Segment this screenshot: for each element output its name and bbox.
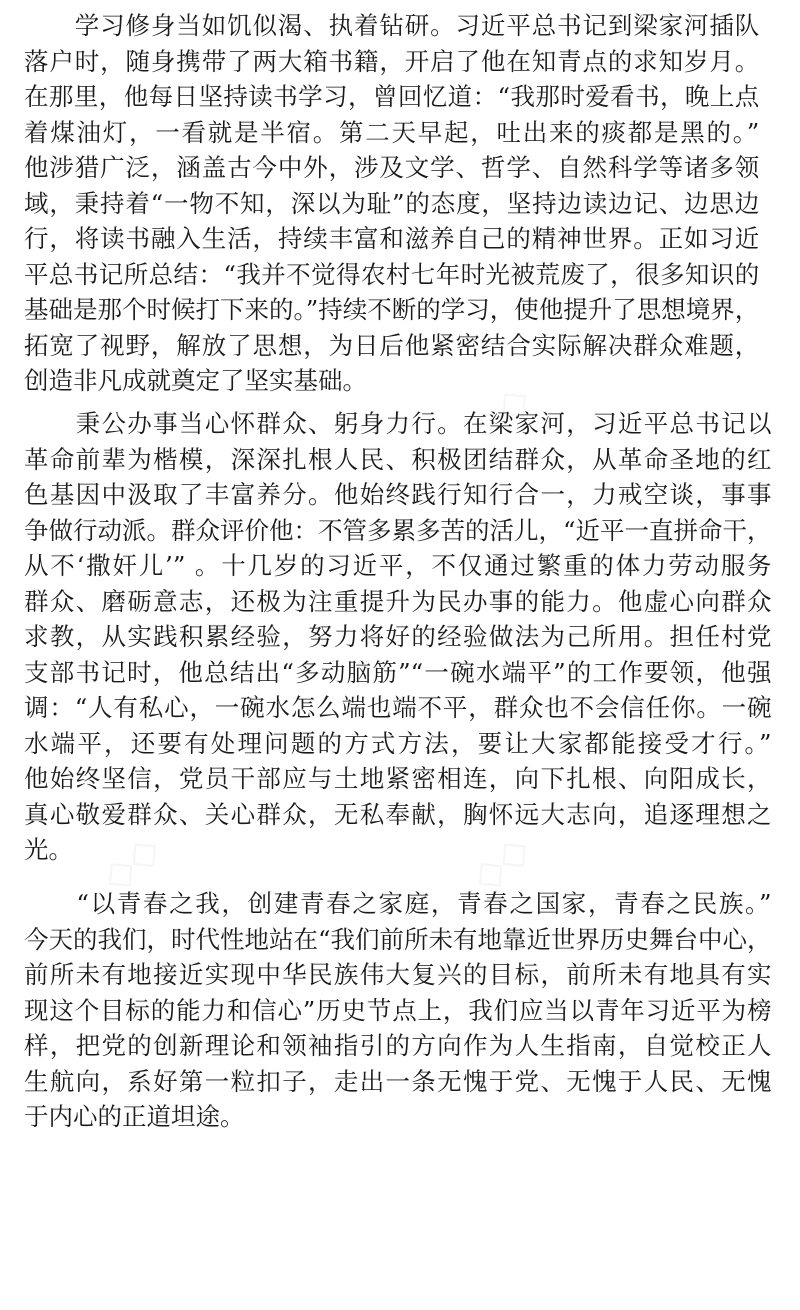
text-line: 水端平，还要有处理问题的方式方法，要让大家都能接受才行。”: [24, 728, 772, 758]
text-line: 行，将读书融入生活，持续丰富和滋养自己的精神世界。正如习近: [24, 224, 760, 253]
text-line: 现这个目标的能力和信心”历史节点上，我们应当以青年习近平为榜: [24, 995, 772, 1025]
text-line: 求教，从实践积累经验，努力将好的经验做法为己所用。担任村党: [24, 622, 772, 651]
text-line: 今天的我们，时代性地站在“我们前所未有地靠近世界历史舞台中心，: [24, 924, 772, 954]
text-line: 着煤油灯，一看就是半宿。第二天早起，吐出来的痰都是黑的。”: [24, 117, 760, 147]
text-line: 在那里，他每日坚持读书学习，曾回忆道：“我那时爱看书，晚上点: [24, 82, 760, 111]
text-line: 从不‘撒奸儿’” 。十几岁的习近平，不仅通过繁重的体力劳动服务: [24, 551, 772, 580]
text-line: “以青春之我，创建青春之家庭，青春之国家，青春之民族。”: [24, 889, 772, 918]
text-line: 域，秉持着“一物不知，深以为耻”的态度，坚持边读边记、边思边: [24, 188, 760, 218]
text-line: 真心敬爱群众、关心群众，无私奉献，胸怀远大志向，追逐理想之: [24, 799, 772, 829]
text-line: 争做行动派。群众评价他：不管多累多苦的活儿，“近平一直拼命干，: [24, 515, 772, 545]
text-line: 落户时，随身携带了两大箱书籍，开启了他在知青点的求知岁月。: [24, 46, 760, 76]
paragraph-1: [24, 8, 759, 399]
text-line: 于内心的正道坦途。: [24, 1102, 245, 1131]
text-line: 创造非凡成就奠定了坚实基础。: [24, 366, 367, 395]
text-line: 色基因中汲取了丰富养分。他始终践行知行合一，力戒空谈，事事: [24, 480, 772, 509]
text-line: 学习修身当如饥似渴、执着钻研。习近平总书记到梁家河插队: [24, 11, 760, 40]
text-line: 基础是那个时候打下来的。”持续不断的学习，使他提升了思想境界，: [24, 295, 760, 324]
text-line: 生航向，系好第一粒扣子，走出一条无愧于党、无愧于人民、无愧: [24, 1066, 772, 1096]
text-line: 革命前辈为楷模，深深扎根人民、积极团结群众，从革命圣地的红: [24, 444, 772, 474]
text-line: 支部书记时，他总结出“多动脑筋”“一碗水端平”的工作要领，他强: [24, 657, 772, 687]
text-line: 前所未有地接近实现中华民族伟大复兴的目标，前所未有地具有实: [24, 960, 772, 989]
text-line: 群众、磨砺意志，还极为注重提升为民办事的能力。他虚心向群众: [24, 586, 772, 616]
text-line: 秉公办事当心怀群众、躬身力行。在梁家河，习近平总书记以: [24, 409, 772, 438]
text-line: 他涉猎广泛，涵盖古今中外，涉及文学、哲学、自然科学等诸多领: [24, 153, 760, 182]
text-line: 样，把党的创新理论和领袖指引的方向作为人生指南，自觉校正人: [24, 1031, 772, 1060]
text-line: 平总书记所总结：“我并不觉得农村七年时光被荒废了，很多知识的: [24, 259, 760, 289]
paragraph-3: [24, 886, 772, 1135]
text-line: 拓宽了视野，解放了思想，为日后他紧密结合实际解决群众难题，: [24, 330, 760, 360]
text-line: 光。: [24, 835, 73, 864]
text-line: 他始终坚信，党员干部应与土地紧密相连，向下扎根、向阳成长，: [24, 764, 772, 793]
text-line: 调：“人有私心，一碗水怎么端也端不平，群众也不会信任你。一碗: [24, 693, 772, 722]
paragraph-2: [24, 406, 772, 868]
